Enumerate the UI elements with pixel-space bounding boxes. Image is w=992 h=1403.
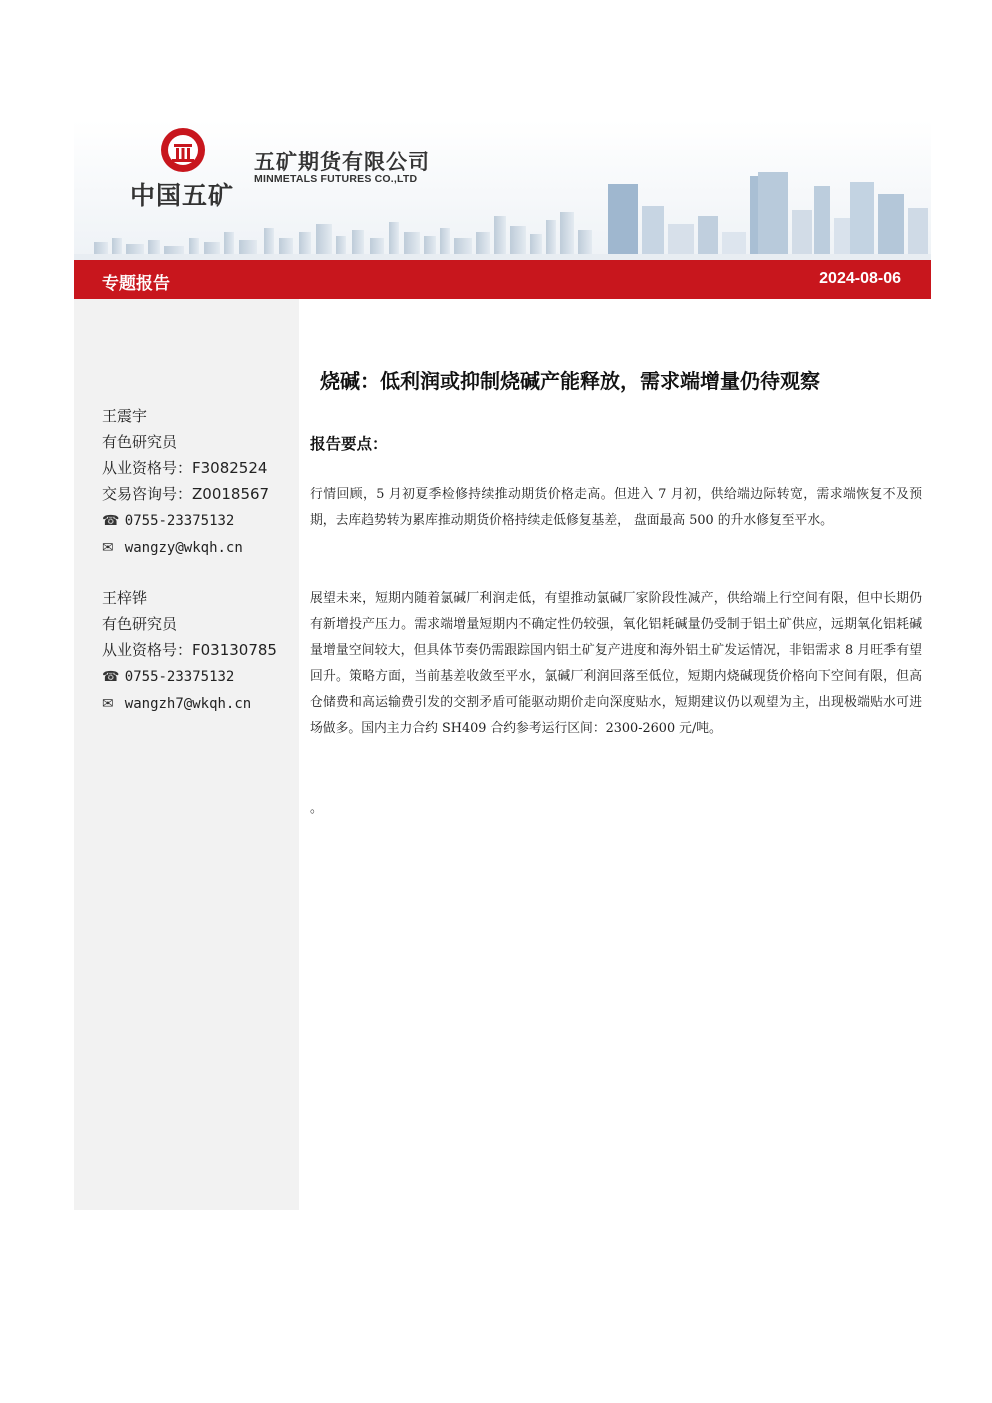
body-paragraph: 行情回顾，5 月初夏季检修持续推动期货价格走高。但进入 7 月初，供给端边际转宽，需求端恢复不及预期，去库趋势转为累库推动期货价格持续走低修复基差， 盘面最高 500 的升水修复至平水。 bbox=[310, 487, 922, 528]
body-paragraph: 展望未来，短期内随着氯碱厂利润走低，有望推动氯碱厂家阶段性减产，供给端上行空间有限，但中长期仍有新增投产压力。需求端增量短期内不确定性仍较强，氧化铝耗碱量仍受制于铝土矿供应，远期氧化铝耗碱量增量空间较大，但具体节奏仍需跟踪国内铝土矿复产进度和海外铝土矿发运情况，非铝需求 8 月旺季有望回升。策略方面，当前基差收敛至平水，氯碱厂利润回落至低位，短期内烧碱现货价格向下空间有限，但高仓储费和高运输费引发的交割矛盾可能驱动期价走向深度贴水，短期建议仍以观望为主，出现极端贴水可进场做多。国内主力合约 SH409 合约参考运行区间：2300-2600 元/吨。 bbox=[310, 591, 922, 736]
author-phone: 0755-23375132 bbox=[124, 513, 235, 529]
author-name: 王梓铧 bbox=[102, 589, 148, 607]
author-sidebar bbox=[74, 299, 299, 1210]
envelope-icon: ✉ bbox=[102, 696, 114, 712]
report-title: 烧碱：低利润或抑制烧碱产能释放，需求端增量仍待观察 bbox=[320, 369, 820, 393]
author-card bbox=[102, 403, 269, 561]
author-email[interactable]: wangzy@wkqh.cn bbox=[124, 540, 243, 556]
body-paragraph: 。 bbox=[310, 801, 323, 816]
section-heading: 报告要点： bbox=[310, 435, 388, 453]
brand-name: 中国五矿 bbox=[130, 181, 235, 210]
author-role: 有色研究员 bbox=[102, 433, 178, 451]
author-qualification: 从业资格号：F3082524 bbox=[102, 459, 268, 477]
company-name-en: MINMETALS FUTURES CO.,LTD bbox=[254, 173, 418, 185]
author-qualification: 从业资格号：F03130785 bbox=[102, 641, 277, 659]
author-email-row bbox=[102, 690, 277, 717]
author-phone-row bbox=[102, 507, 269, 534]
company-name-cn: 五矿期货有限公司 bbox=[254, 150, 430, 174]
page-header bbox=[74, 120, 931, 260]
author-name: 王震宇 bbox=[102, 407, 148, 425]
phone-icon: ☎ bbox=[102, 513, 120, 529]
report-type-label: 专题报告 bbox=[102, 274, 170, 294]
author-role: 有色研究员 bbox=[102, 615, 178, 633]
author-email-row bbox=[102, 534, 269, 561]
author-phone-row bbox=[102, 663, 277, 690]
report-date: 2024-08-06 bbox=[819, 270, 901, 287]
phone-icon: ☎ bbox=[102, 669, 120, 685]
author-email[interactable]: wangzh7@wkqh.cn bbox=[124, 696, 252, 712]
report-banner bbox=[74, 260, 931, 299]
author-consult-number: 交易咨询号：Z0018567 bbox=[102, 485, 270, 503]
envelope-icon: ✉ bbox=[102, 540, 114, 556]
author-phone: 0755-23375132 bbox=[124, 669, 235, 685]
author-card bbox=[102, 585, 277, 717]
minmetals-logo-icon bbox=[159, 126, 207, 174]
